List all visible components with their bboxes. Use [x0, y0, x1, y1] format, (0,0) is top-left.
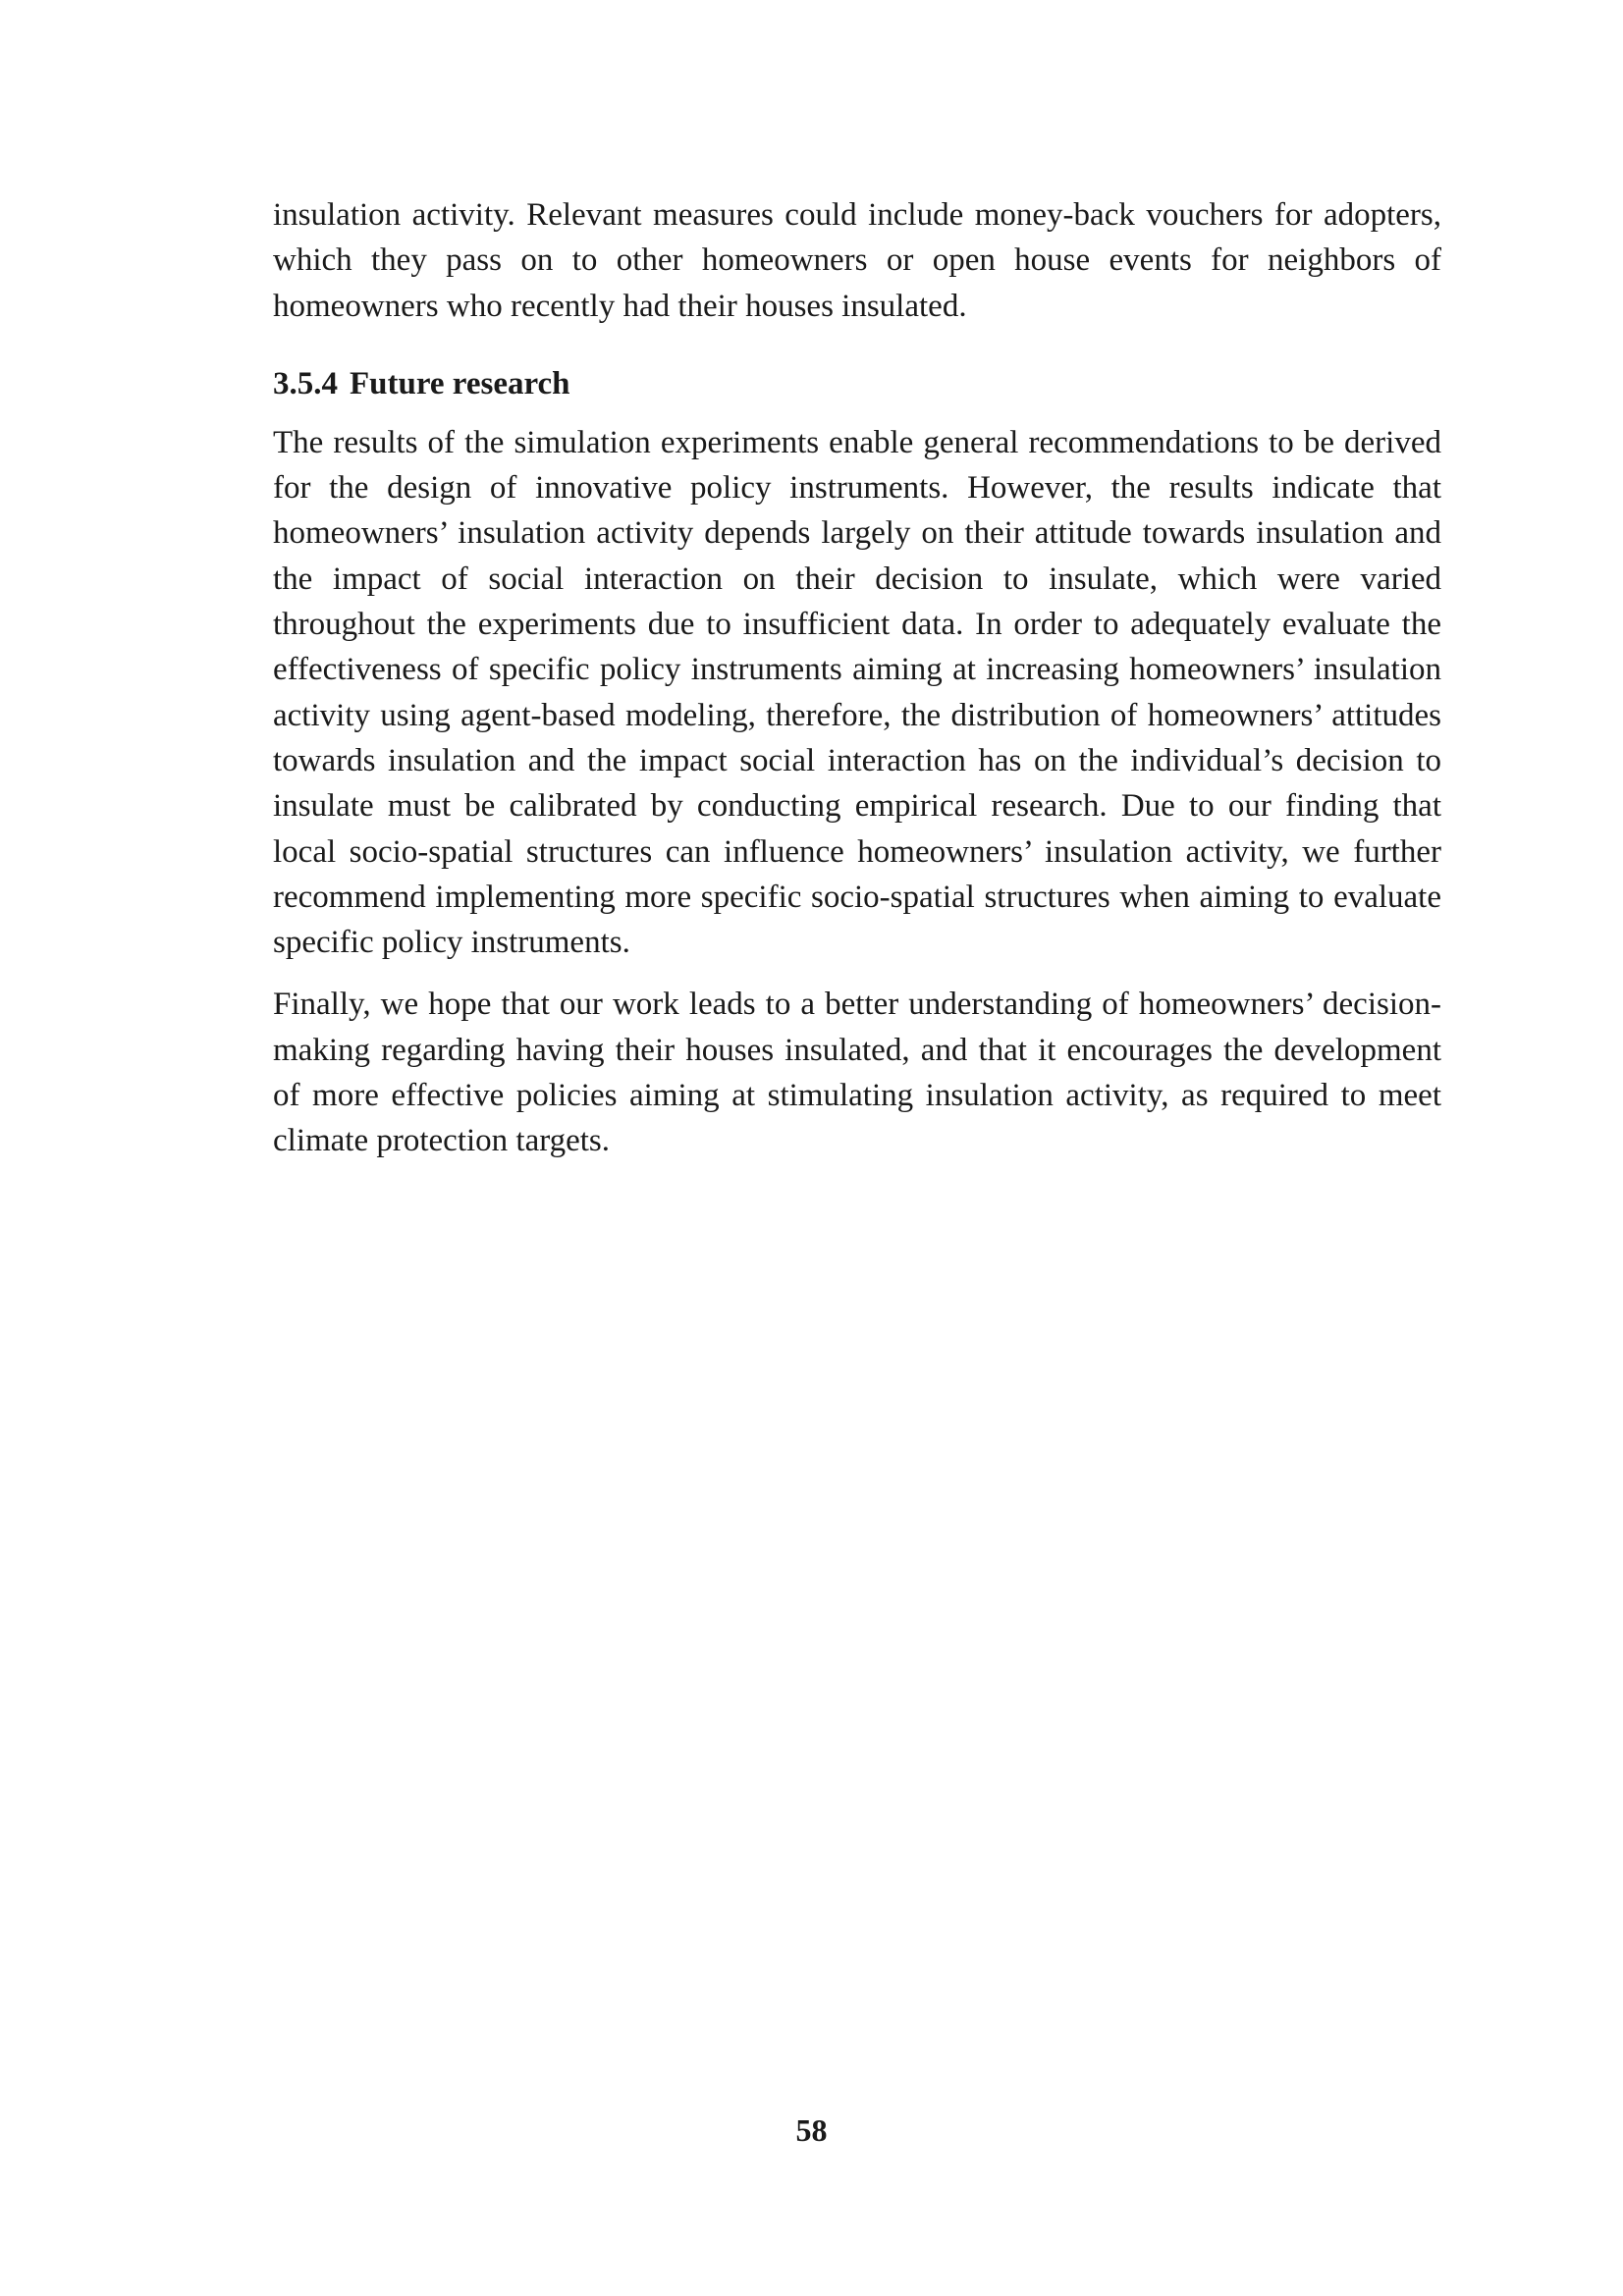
body-paragraph-2: Finally, we hope that our work leads to a better understanding of homeowners’ decision-making regarding having their houses insulated, and that it encourages the development of more effective policies aiming at stimulating insulation activity, as required to meet climate protection targets.	[273, 987, 1441, 1159]
page-number: 58	[795, 2112, 828, 2148]
body-paragraph-1: The results of the simulation experiments enable general recommendations to be derived for the design of innovative policy instruments. However, the results indicate that homeowners’ insulation activity depends largely on their attitude towards insulation and the impact of social interaction on their decision to insulate, which were varied throughout the experiments due to insufficient data. In order to adequately evaluate the effectiveness of specific policy instruments aiming at increasing homeowners’ insulation activity using agent-based modeling, therefore, the distribution of homeowners’ attitudes towards insulation and the impact social interaction has on the individual’s decision to insulate must be calibrated by conducting empirical research. Due to our finding that local socio-spatial structures can influence homeowners’ insulation activity, we further recommend implementing more specific socio-spatial structures when aiming to evaluate specific policy instruments.	[273, 424, 1441, 961]
section-title: Future research	[350, 365, 570, 401]
section-heading	[273, 361, 1441, 406]
page-body	[273, 192, 1441, 1164]
intro-paragraph: insulation activity. Relevant measures could include money-back vouchers for adopters, which they pass on to other homeowners or open house events for neighbors of homeowners who recently had their houses insulated.	[273, 197, 1441, 324]
section-number: 3.5.4	[273, 365, 338, 401]
